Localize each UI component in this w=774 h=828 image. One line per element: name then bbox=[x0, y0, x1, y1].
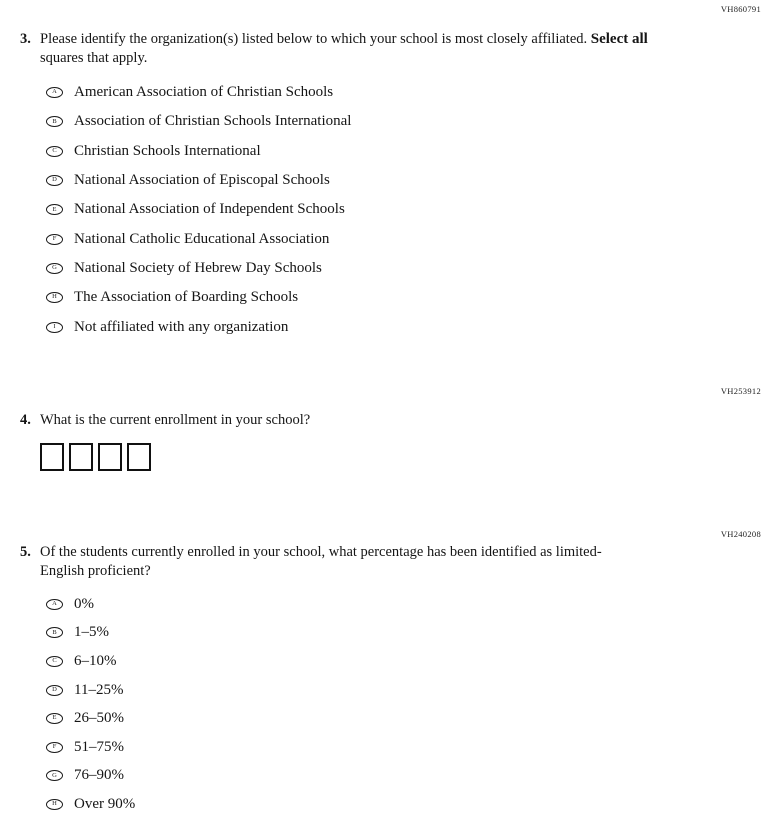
option-label: National Society of Hebrew Day Schools bbox=[74, 259, 322, 276]
oval-letter: G bbox=[52, 264, 57, 272]
answer-oval[interactable] bbox=[46, 656, 63, 667]
oval-letter: D bbox=[52, 176, 57, 184]
oval-letter: H bbox=[52, 800, 57, 808]
oval-letter: F bbox=[52, 743, 57, 751]
oval-letter: C bbox=[52, 657, 57, 665]
oval-letter: A bbox=[52, 600, 57, 608]
q3-option bbox=[46, 312, 351, 341]
q5-option bbox=[46, 647, 135, 676]
enrollment-box[interactable] bbox=[40, 443, 64, 471]
answer-oval[interactable] bbox=[46, 599, 63, 610]
q5-option bbox=[46, 790, 135, 819]
question-5-number: 5. bbox=[20, 544, 31, 560]
oval-letter: B bbox=[52, 628, 57, 636]
question-5-options bbox=[46, 590, 135, 819]
q3-option bbox=[46, 78, 351, 107]
answer-oval[interactable] bbox=[46, 175, 63, 186]
option-label: 11–25% bbox=[74, 681, 124, 698]
q5-option bbox=[46, 762, 135, 791]
form-code-top: VH860791 bbox=[720, 4, 761, 14]
question-3-text-emphasis: Select all bbox=[590, 31, 648, 47]
oval-letter: I bbox=[53, 322, 56, 330]
q3-option bbox=[46, 254, 351, 283]
option-label: The Association of Boarding Schools bbox=[74, 289, 299, 306]
question-3-number: 3. bbox=[20, 31, 31, 47]
option-label: Over 90% bbox=[74, 795, 136, 812]
option-label: Association of Christian Schools International bbox=[74, 113, 352, 130]
answer-oval[interactable] bbox=[46, 234, 63, 245]
oval-letter: F bbox=[52, 234, 57, 242]
q3-option bbox=[46, 107, 351, 136]
option-label: 1–5% bbox=[74, 624, 109, 641]
question-3-text-part2: squares that apply. bbox=[40, 50, 148, 66]
enrollment-box[interactable] bbox=[98, 443, 122, 471]
question-4 bbox=[20, 411, 310, 430]
oval-letter: E bbox=[52, 205, 57, 213]
question-3 bbox=[20, 30, 690, 68]
answer-oval[interactable] bbox=[46, 742, 63, 753]
q5-option bbox=[46, 619, 135, 648]
question-5-text: Of the students currently enrolled in your school, what percentage has been identified as limited-English proficient? bbox=[40, 544, 602, 579]
form-code-mid: VH253912 bbox=[720, 386, 761, 396]
answer-oval[interactable] bbox=[46, 263, 63, 274]
answer-oval[interactable] bbox=[46, 292, 63, 303]
q3-option bbox=[46, 137, 351, 166]
q3-option bbox=[46, 195, 351, 224]
option-label: National Association of Independent Schools bbox=[74, 201, 345, 218]
q3-option bbox=[46, 166, 351, 195]
oval-letter: H bbox=[52, 293, 57, 301]
answer-oval[interactable] bbox=[46, 87, 63, 98]
q3-option bbox=[46, 224, 351, 253]
answer-oval[interactable] bbox=[46, 799, 63, 810]
enrollment-box[interactable] bbox=[127, 443, 151, 471]
oval-letter: A bbox=[52, 88, 57, 96]
option-label: Not affiliated with any organization bbox=[74, 318, 289, 335]
answer-oval[interactable] bbox=[46, 116, 63, 127]
enrollment-write-in bbox=[40, 443, 151, 471]
answer-oval[interactable] bbox=[46, 146, 63, 157]
question-3-text bbox=[40, 30, 690, 68]
answer-oval[interactable] bbox=[46, 322, 63, 333]
answer-oval[interactable] bbox=[46, 627, 63, 638]
oval-letter: B bbox=[52, 117, 57, 125]
option-label: American Association of Christian Schools bbox=[74, 84, 334, 101]
option-label: National Catholic Educational Association bbox=[74, 230, 330, 247]
answer-oval[interactable] bbox=[46, 685, 63, 696]
q5-option bbox=[46, 733, 135, 762]
question-4-text: What is the current enrollment in your school? bbox=[40, 412, 311, 428]
option-label: Christian Schools International bbox=[74, 142, 261, 159]
question-3-text-part1: Please identify the organization(s) listed below to which your school is most closely affiliated. bbox=[40, 31, 591, 47]
question-3-options bbox=[46, 78, 351, 342]
option-label: 0% bbox=[74, 595, 94, 612]
q5-option bbox=[46, 704, 135, 733]
oval-letter: G bbox=[52, 771, 57, 779]
oval-letter: D bbox=[52, 685, 57, 693]
enrollment-box[interactable] bbox=[69, 443, 93, 471]
option-label: 26–50% bbox=[74, 710, 124, 727]
option-label: 6–10% bbox=[74, 652, 117, 669]
answer-oval[interactable] bbox=[46, 204, 63, 215]
q3-option bbox=[46, 283, 351, 312]
q5-option bbox=[46, 590, 135, 619]
question-5 bbox=[20, 543, 630, 581]
form-code-bottom: VH240208 bbox=[720, 529, 761, 539]
question-4-number: 4. bbox=[20, 412, 31, 428]
oval-letter: C bbox=[52, 146, 57, 154]
oval-letter: E bbox=[52, 714, 57, 722]
option-label: National Association of Episcopal Schools bbox=[74, 172, 330, 189]
answer-oval[interactable] bbox=[46, 770, 63, 781]
option-label: 76–90% bbox=[74, 767, 124, 784]
option-label: 51–75% bbox=[74, 738, 124, 755]
answer-oval[interactable] bbox=[46, 713, 63, 724]
q5-option bbox=[46, 676, 135, 705]
